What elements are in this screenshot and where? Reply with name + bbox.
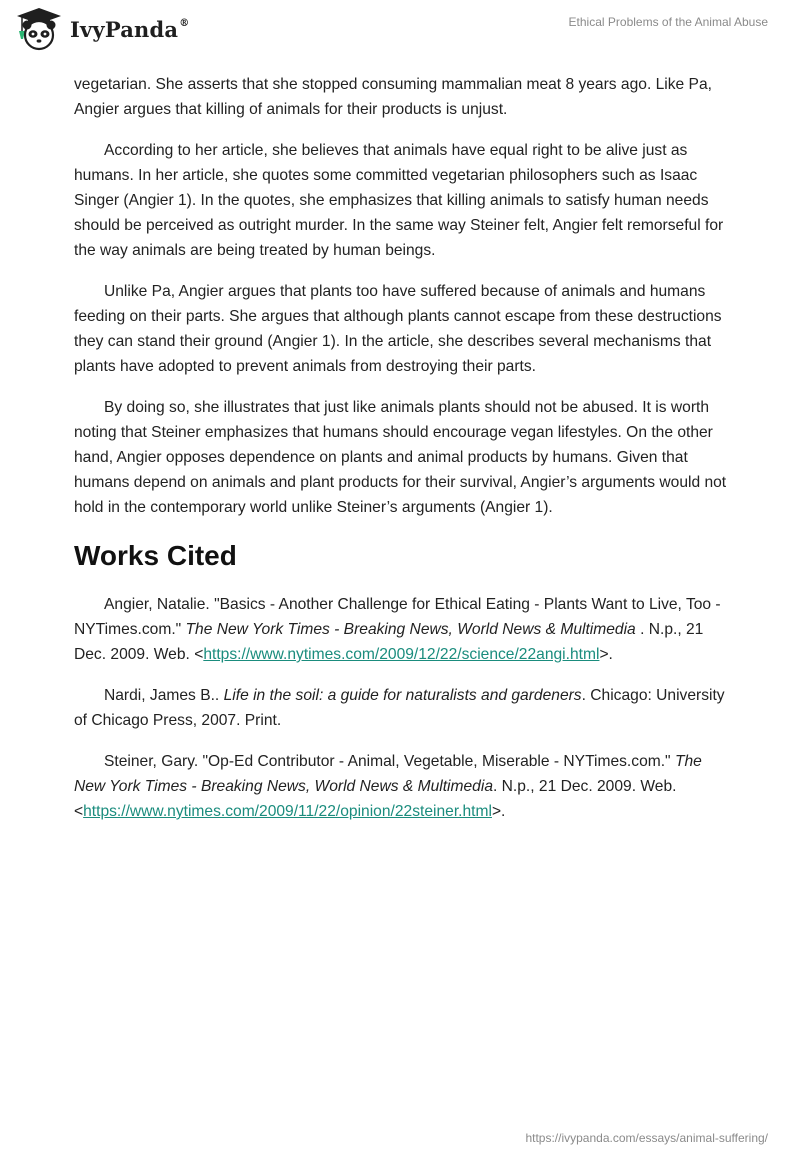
citation-steiner: Steiner, Gary. "Op-Ed Contributor - Animal, Vegetable, Miserable - NYTimes.com." The New York Times - Breaking News, World News & Multimedia. N.p., 21 Dec. 2009. Web. <https://www.nytimes.com/2009/11/22/opinion/22steiner.html>. [74,753,702,820]
citation-angier: Angier, Natalie. "Basics - Another Challenge for Ethical Eating - Plants Want to Live, Too - NYTimes.com." The New York Times - Breaking News, World News & Multimedia . N.p., 21 Dec. 2009. Web. <https://www.nytimes.com/2009/12/22/science/22angi.html>. [74,596,721,663]
paragraph: vegetarian. She asserts that she stopped consuming mammalian meat 8 years ago. Like Pa, Angier argues that killing of animals for their products is unjust. [74,76,712,118]
citation-source: The New York Times - Breaking News, World News & Multimedia [74,753,702,795]
citation-link[interactable]: https://www.nytimes.com/2009/12/22/science/22angi.html [203,646,600,663]
paragraph: Unlike Pa, Angier argues that plants too have suffered because of animals and humans feeding on their parts. She argues that although plants cannot escape from these destructions they can stand their ground (Angier 1). In the article, she describes several mechanisms that plants have adopted to prevent animals from destroying their parts. [74,283,722,375]
works-cited-heading: Works Cited [74,540,237,571]
document-title: Ethical Problems of the Animal Abuse [568,15,768,29]
panda-graduate-icon [14,6,64,52]
ivypanda-logo[interactable] [14,6,189,52]
citation-source: The New York Times - Breaking News, World News & Multimedia [185,621,636,638]
page-header [0,0,800,62]
paragraph: According to her article, she believes that animals have equal right to be alive just as humans. In her article, she quotes some committed vegetarian philosophers such as Isaac Singer (Angier 1). In the quotes, she emphasizes that killing animals to satisfy human needs should be perceived as outright murder. In the same way Steiner felt, Angier felt remorseful for the way animals are being treated by human beings. [74,142,724,259]
page-source-url[interactable]: https://ivypanda.com/essays/animal-suffering/ [525,1131,768,1145]
brand-name: IvyPanda® [70,16,190,42]
citation-source: Life in the soil: a guide for naturalists and gardeners [223,687,582,704]
citation-link[interactable]: https://www.nytimes.com/2009/11/22/opinion/22steiner.html [83,803,492,820]
essay-content [74,72,730,840]
paragraph: By doing so, she illustrates that just like animals plants should not be abused. It is worth noting that Steiner emphasizes that humans should encourage vegan lifestyles. On the other hand, Angier opposes dependence on plants and animal products by humans. Given that humans depend on animals and plant products for their survival, Angier’s arguments would not hold in the contemporary world unlike Steiner’s arguments (Angier 1). [74,399,727,516]
citation-nardi: Nardi, James B.. Life in the soil: a guide for naturalists and gardeners. Chicago: University of Chicago Press, 2007. Print. [74,687,725,729]
